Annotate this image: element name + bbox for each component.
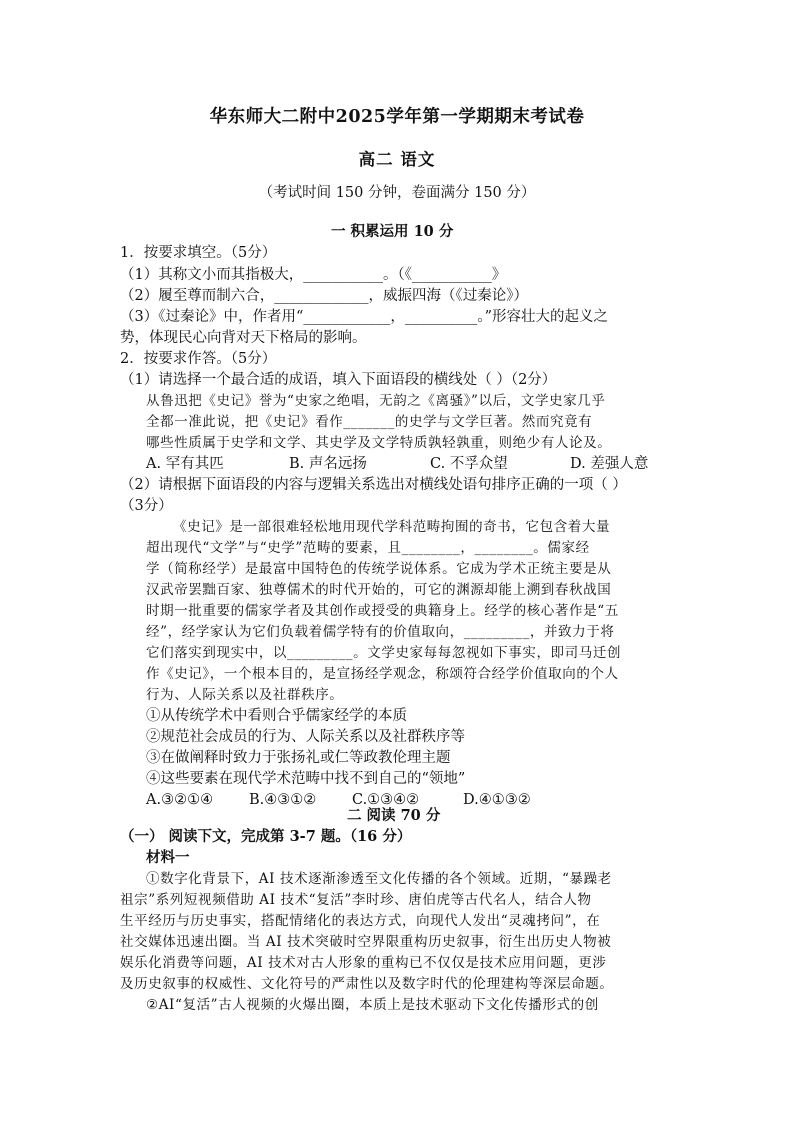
option-d: D.④①③②: [463, 792, 531, 808]
q2-2-stem-line1: （2）请根据下面语段的内容与逻辑关系选出对横线处语句排序正确的一项（ ）: [120, 477, 627, 493]
material-line: ②AI“复活”古人视频的火爆出圈，本质上是技术驱动下文化传播形式的创: [146, 997, 599, 1013]
material-line: 及历史叙事的权威性、文化符号的严肃性以及数字时代的伦理建构等深层命题。: [120, 976, 614, 992]
q1-item1: （1）其称文小而其指极大，___________。（《___________》: [120, 267, 507, 283]
q2-stem: 2．按要求作答。（5分）: [120, 351, 277, 367]
q1-item3-line2: 势，体现民心向背对天下格局的影响。: [120, 330, 367, 346]
option-b: B. 声名远扬: [289, 456, 367, 472]
q2-2-text-line: 行为、人际关系以及社群秩序。: [146, 687, 344, 703]
material-line: 社交媒体迅速出圈。当 AI 技术突破时空界限重构历史叙事，衍生出历史人物被: [120, 934, 612, 950]
option-c: C. 不孚众望: [430, 456, 508, 472]
material-line: 祖宗”系列短视频借助 AI 技术“复活”李时珍、唐伯虎等古代名人，结合人物: [120, 892, 592, 908]
option-d: D. 差强人意: [570, 456, 649, 472]
q1-item3-line1: （3）《过秦论》中，作者用“____________，__________。”形容壮大的起义之: [120, 309, 609, 325]
material-line: 娱乐化消费等问题，AI 技术对古人形象的重构已不仅仅是技术应用问题，更涉: [120, 955, 607, 971]
q2-2-text-line: 经”，经学家认为它们负载着儒学特有的价值取向，_________，并致力于将: [146, 624, 615, 640]
material-line: 生平经历与历史事实，搭配情绪化的表达方式，向现代人发出“灵魂拷问”，在: [120, 913, 601, 929]
q2-1-text-line: 哪些性质属于史学和文学、其史学及文学特质孰轻孰重，则绝少有人论及。: [146, 435, 612, 451]
material-label: 材料一: [146, 849, 190, 866]
q2-2-item: ②规范社会成员的行为、人际关系以及社群秩序等: [146, 729, 465, 745]
q2-1-text-line: 全都一准此说，把《史记》看作_______的史学与文学巨著。然而究竟有: [146, 414, 593, 430]
exam-title: 华东师大二附中2025学年第一学期期末考试卷: [209, 107, 585, 127]
q2-2-options: [146, 790, 531, 810]
material-line: ①数字化背景下，AI 技术逐渐渗透至文化传播的各个领域。近期，“暴躁老: [146, 871, 612, 887]
q2-1-options: [146, 454, 648, 474]
q1-stem: 1．按要求填空。（5分）: [120, 245, 277, 261]
q1-item2: （2）履至尊而制六合，_____________，威振四海（《过秦论》）: [120, 288, 528, 304]
q2-2-text-line: 超出现代“文学”与“史学”范畴的要素，且________，________。儒家经: [146, 540, 590, 556]
q2-2-item: ①从传统学术中看则合乎儒家经学的本质: [146, 708, 407, 724]
option-b: B.④③①②: [249, 792, 317, 808]
q2-1-stem: （1）请选择一个最合适的成语，填入下面语段的横线处（ ）（2分）: [120, 372, 557, 388]
section2-heading: 二 阅读 70 分: [347, 807, 441, 824]
option-a: A. 罕有其匹: [146, 456, 224, 472]
q2-2-text-line: 时期一批重要的儒家学者及其创作或授受的典籍身上。经学的核心著作是“五: [146, 603, 619, 619]
q2-2-text-line: 它们落实到现实中，以_________。文学史家每每忽视如下事实，即司马迁创: [146, 645, 622, 661]
option-c: C.①③④②: [352, 792, 420, 808]
section1-heading: 一 积累运用 10 分: [331, 223, 454, 240]
q2-2-text-line: 作《史记》，一个根本目的，是宣扬经学观念，称颂符合经学价值取向的个人: [146, 666, 619, 682]
option-a: A.③②①④: [146, 792, 214, 808]
q2-2-stem-line2: （3分）: [120, 498, 173, 514]
q2-1-text-line: 从鲁迅把《史记》誉为“史家之绝唱，无韵之《离骚》”以后，文学史家几乎: [146, 393, 606, 409]
q2-2-text-line: 学（简称经学）是最富中国特色的传统学说体系。它成为学术正统主要是从: [146, 561, 612, 577]
exam-subtitle: 高二 语文: [358, 150, 436, 169]
part1-heading: （一） 阅读下文，完成第 3-7 题。（16 分）: [120, 828, 412, 845]
q2-2-item: ③在做阐释时致力于张扬礼或仁等政教伦理主题: [146, 750, 451, 766]
q2-2-text-line: 汉武帝罢黜百家、独尊儒术的时代开始的，可它的渊源却能上溯到春秋战国: [146, 582, 612, 598]
q2-2-text-line: 《史记》是一部很难轻松地用现代学科范畴拘囿的奇书，它包含着大量: [173, 519, 611, 535]
q2-2-item: ④这些要素在现代学术范畴中找不到自己的“领地”: [146, 771, 466, 787]
exam-note: （考试时间 150 分钟，卷面满分 150 分）: [258, 185, 536, 201]
